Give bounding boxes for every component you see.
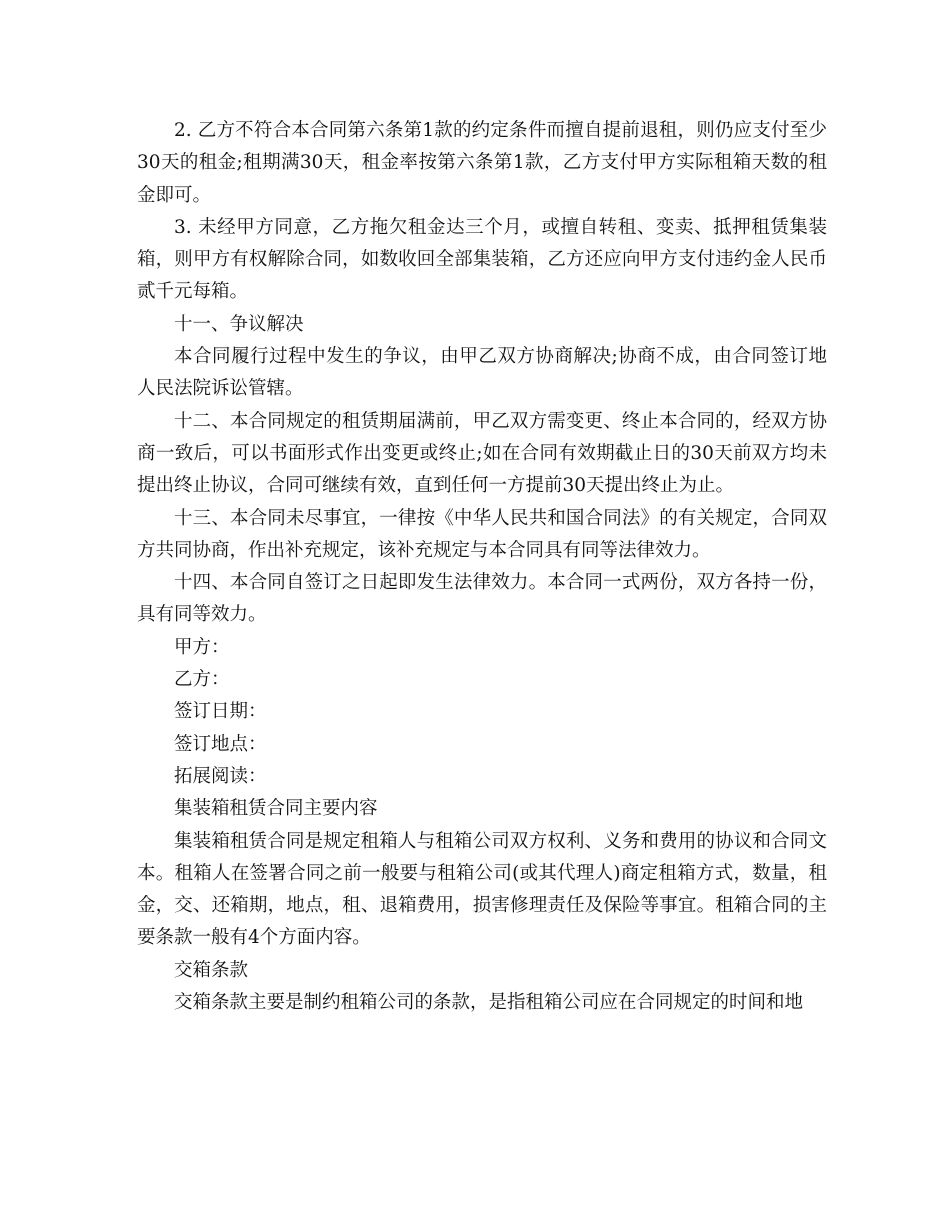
extended-reading-intro: 集装箱租赁合同是规定租箱人与租箱公司双方权利、义务和费用的协议和合同文本。租箱人在签署合同之前一般要与租箱公司(或其代理人)商定租箱方式，数量，租金，交、还箱期，地点，租、退箱费用，损害修理责任及保险等事宜。租箱合同的主要条款一般有4个方面内容。	[137, 830, 827, 949]
signing-date-label: 签订日期：	[174, 701, 267, 723]
signing-place-label: 签订地点：	[174, 733, 267, 755]
clause-13: 十三、本合同未尽事宜，一律按《中华人民共和国合同法》的有关规定，合同双方共同协商，作出补充规定，该补充规定与本合同具有同等法律效力。	[137, 507, 827, 561]
clause-14: 十四、本合同自签订之日起即发生法律效力。本合同一式两份，双方各持一份，具有同等效力。	[137, 572, 827, 626]
clause-11-text: 本合同履行过程中发生的争议，由甲乙双方协商解决;协商不成，由合同签订地人民法院诉讼管辖。	[137, 346, 827, 400]
document-body	[137, 115, 827, 1019]
delivery-clause-text: 交箱条款主要是制约租箱公司的条款，是指租箱公司应在合同规定的时间和地	[174, 992, 804, 1014]
party-a-label: 甲方：	[174, 636, 230, 658]
extended-reading-label: 拓展阅读：	[174, 765, 267, 787]
clause-10-2: 2. 乙方不符合本合同第六条第1款的约定条件而擅自提前退租，则仍应支付至少30天的租金;租期满30天，租金率按第六条第1款，乙方支付甲方实际租箱天数的租金即可。	[137, 120, 827, 206]
clause-10-3: 3. 未经甲方同意，乙方拖欠租金达三个月，或擅自转租、变卖、抵押租赁集装箱，则甲方有权解除合同，如数收回全部集装箱，乙方还应向甲方支付违约金人民币贰千元每箱。	[137, 216, 827, 303]
clause-12: 十二、本合同规定的租赁期届满前，甲乙双方需变更、终止本合同的，经双方协商一致后，可以书面形式作出变更或终止;如在合同有效期截止日的30天前双方均未提出终止协议，合同可继续有效，直到任何一方提前30天提出终止为止。	[137, 410, 827, 497]
delivery-clause-heading: 交箱条款	[174, 959, 249, 981]
extended-reading-title: 集装箱租赁合同主要内容	[174, 798, 378, 820]
party-b-label: 乙方：	[174, 669, 230, 691]
section-heading-11: 十一、争议解决	[174, 313, 304, 335]
